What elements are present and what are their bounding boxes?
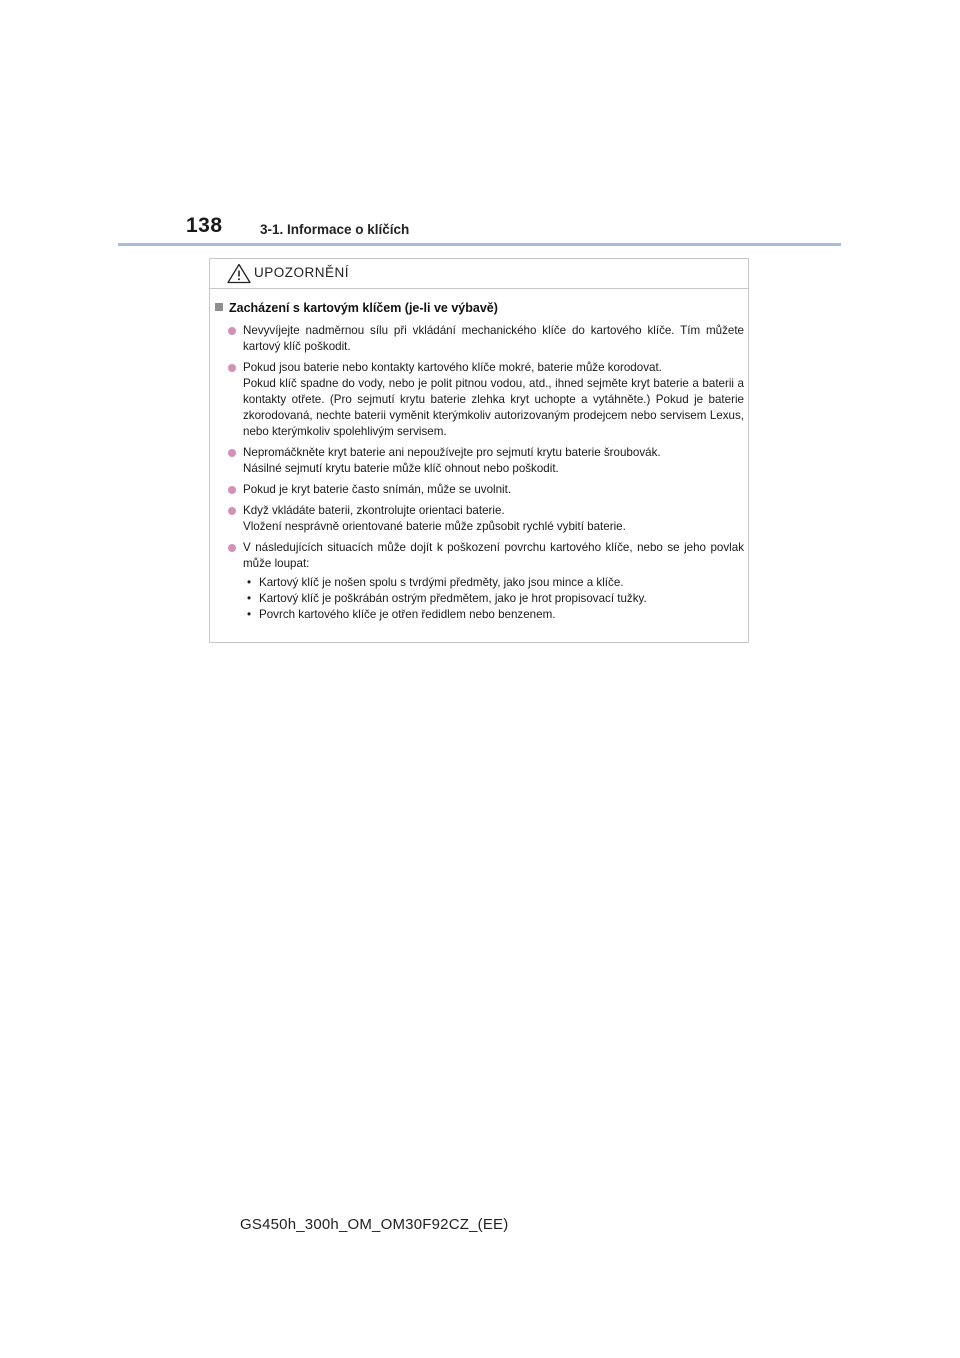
page-number: 138 [186,214,223,237]
list-item [228,503,744,535]
bullet-dot-icon [228,327,236,335]
warning-header [210,259,748,289]
warning-title: UPOZORNĚNÍ [254,265,350,280]
section-heading-text: Zacházení s kartovým klíčem (je-li ve výbavě) [229,301,498,315]
sub-list-item: • Kartový klíč je poškrábán ostrým předmětem, jako je hrot propisovací tužky. [245,591,744,607]
header-divider [118,243,841,246]
list-item [228,445,744,477]
list-item [228,323,744,355]
bullet-dot-icon [228,486,236,494]
item-text: Násilné sejmutí krytu baterie může klíč ohnout nebo poškodit. [243,462,559,475]
list-item [228,360,744,440]
square-bullet-icon [215,303,223,311]
item-text: Nepromáčkněte kryt baterie ani nepoužívejte pro sejmutí krytu baterie šroubovák. [243,446,661,459]
bullet-dot-icon [228,364,236,372]
warning-box [209,258,749,643]
item-text: V následujících situacích může dojít k poškození povrchu kartového klíče, nebo se jeho povlak může loupat: [243,541,744,570]
sub-list [243,575,744,623]
list-item [228,540,744,623]
bullet-dot-icon [228,544,236,552]
section-title: 3-1. Informace o klíčích [260,222,410,237]
sub-list-item: • Kartový klíč je nošen spolu s tvrdými předměty, jako jsou mince a klíče. [245,575,744,591]
item-text: Když vkládáte baterii, zkontrolujte orientaci baterie. [243,504,505,517]
document-code: GS450h_300h_OM_OM30F92CZ_(EE) [240,1216,509,1233]
item-text: Nevyvíjejte nadměrnou sílu při vkládání mechanického klíče do kartového klíče. Tím můžete kartový klíč poškodit. [243,324,744,353]
item-text: Pokud je kryt baterie často snímán, může se uvolnit. [243,483,512,496]
sub-list-item: • Povrch kartového klíče je otřen ředidlem nebo benzenem. [245,607,744,623]
list-item [228,482,744,498]
item-text: Pokud jsou baterie nebo kontakty kartového klíče mokré, baterie může korodovat. [243,361,662,374]
item-text: Pokud klíč spadne do vody, nebo je polit pitnou vodou, atd., ihned sejměte kryt baterie a baterii a kontakty otřete. (Pro sejmutí krytu baterie zlehka kryt uchopte a vytáhněte.) Pokud je baterie zkorodovaná, nechte baterii vyměnit kterýmkoliv autorizovaným prodejcem nebo servisem Lexus, nebo kterýmkoliv spolehlivým servisem. [243,377,744,438]
bullet-dot-icon [228,507,236,515]
bullet-dot-icon [228,449,236,457]
section-heading [215,301,498,315]
item-text: Vložení nesprávně orientované baterie může způsobit rychlé vybití baterie. [243,520,626,533]
warning-triangle-icon [227,263,251,284]
warning-list [228,323,744,628]
